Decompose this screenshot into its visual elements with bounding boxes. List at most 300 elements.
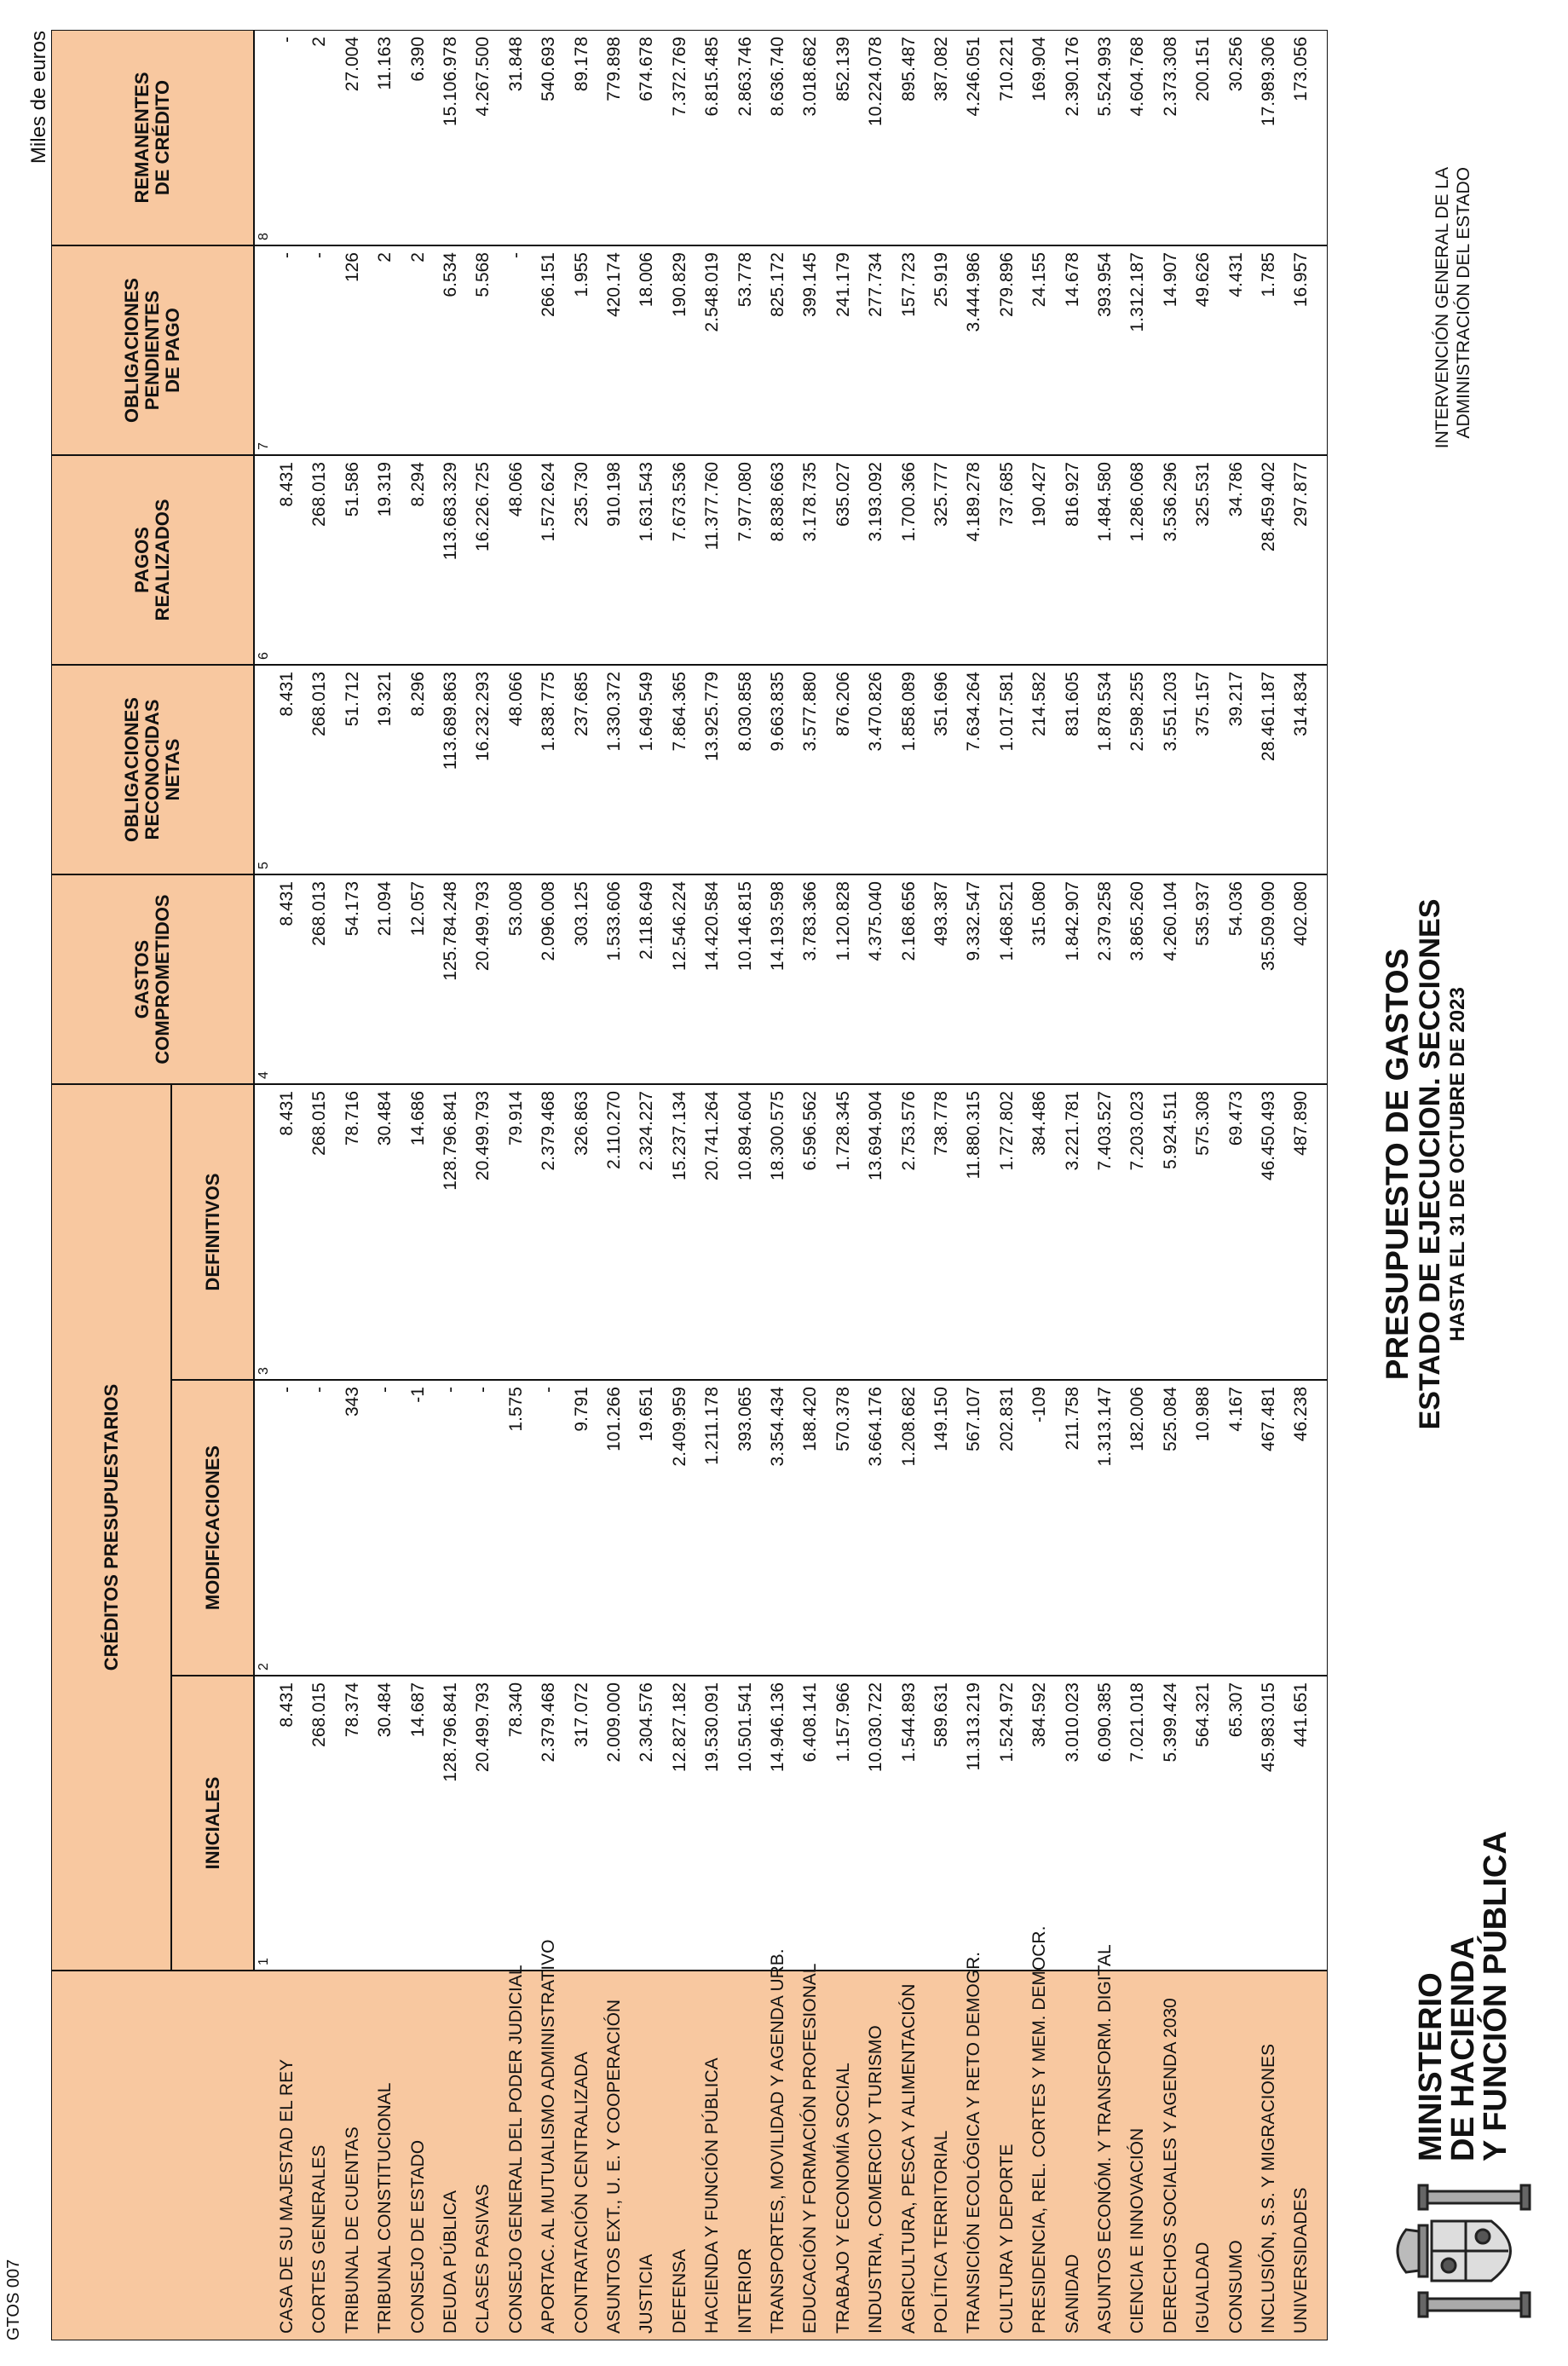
value-cell-col-5: 831.605 bbox=[1062, 672, 1082, 736]
column-number-1: 1 bbox=[257, 1958, 271, 1965]
value-cell-col-5: 7.864.365 bbox=[669, 672, 689, 752]
value-cell-col-8: 30.256 bbox=[1225, 37, 1246, 92]
value-cell-col-2: 525.084 bbox=[1160, 1387, 1180, 1451]
value-cell-col-4: 2.118.649 bbox=[637, 881, 657, 960]
value-cell-col-6: 51.586 bbox=[342, 462, 362, 517]
value-cell-col-6: 297.877 bbox=[1291, 462, 1311, 527]
value-cell-col-5: 39.217 bbox=[1225, 672, 1246, 727]
header-gastos-line-2: COMPROMETIDOS bbox=[152, 894, 173, 1065]
value-cell-col-3: 326.863 bbox=[571, 1091, 591, 1156]
value-cell-col-8: 6.815.485 bbox=[702, 37, 723, 117]
section-name: HACIENDA Y FUNCIÓN PÚBLICA bbox=[702, 2057, 723, 2334]
value-cell-col-3: 384.486 bbox=[1029, 1091, 1050, 1156]
value-cell-col-2: 202.831 bbox=[996, 1387, 1017, 1451]
credits-group-label: CRÉDITOS PRESUPUESTARIOS bbox=[100, 1383, 122, 1671]
header-pagos-line-1: PAGOS bbox=[131, 527, 153, 593]
value-cell-col-4: 1.120.828 bbox=[833, 881, 853, 961]
value-cell-col-5: 214.582 bbox=[1029, 672, 1050, 736]
igae-line-2: ADMINISTRACIÓN DEL ESTADO bbox=[1454, 167, 1473, 439]
column-number-7: 7 bbox=[257, 442, 271, 450]
section-name: CIENCIA E INNOVACIÓN bbox=[1127, 2127, 1148, 2334]
value-cell-col-3: 15.237.134 bbox=[669, 1091, 689, 1181]
value-cell-col-7: 279.896 bbox=[996, 252, 1017, 317]
value-cell-col-4: 21.094 bbox=[375, 881, 395, 937]
value-cell-col-8: 779.898 bbox=[604, 37, 624, 101]
report-code: GTOS 007 bbox=[4, 2259, 23, 2340]
value-cell-col-8: 31.848 bbox=[505, 37, 526, 92]
value-cell-col-5: 876.206 bbox=[833, 672, 853, 736]
value-cell-col-7: 14.678 bbox=[1062, 252, 1082, 308]
value-cell-col-6: 8.294 bbox=[407, 462, 428, 507]
value-cell-col-1: 1.157.966 bbox=[833, 1682, 853, 1763]
value-cell-col-4: 10.146.815 bbox=[735, 881, 755, 972]
value-cell-col-8: 895.487 bbox=[898, 37, 919, 101]
value-cell-col-7: 49.626 bbox=[1193, 252, 1213, 308]
value-cell-col-1: 45.983.015 bbox=[1259, 1682, 1278, 1773]
value-cell-col-7: - bbox=[505, 252, 526, 258]
value-cell-col-4: 402.080 bbox=[1291, 881, 1311, 946]
value-cell-col-2: 1.208.682 bbox=[898, 1387, 919, 1467]
value-cell-col-1: 10.030.722 bbox=[866, 1682, 886, 1773]
value-cell-col-2: - bbox=[309, 1387, 330, 1393]
value-cell-col-2: 188.420 bbox=[800, 1387, 821, 1451]
value-cell-col-4: 14.420.584 bbox=[702, 881, 723, 972]
value-cell-col-2: 393.065 bbox=[735, 1387, 755, 1451]
value-cell-col-8: 2.373.308 bbox=[1160, 37, 1180, 117]
value-cell-col-1: 7.021.018 bbox=[1127, 1682, 1148, 1763]
value-cell-col-8: 6.390 bbox=[407, 37, 428, 82]
value-cell-col-1: 2.304.576 bbox=[637, 1682, 657, 1763]
value-cell-col-3: 6.596.562 bbox=[800, 1091, 821, 1171]
value-cell-col-2: 4.167 bbox=[1225, 1387, 1246, 1432]
header-remanentes-line-2: DE CRÉDITO bbox=[152, 79, 173, 196]
value-cell-col-8: 4.267.500 bbox=[473, 37, 493, 117]
column-number-4: 4 bbox=[257, 1071, 271, 1079]
value-cell-col-3: 487.890 bbox=[1291, 1091, 1311, 1156]
value-cell-col-8: 169.904 bbox=[1029, 37, 1050, 101]
value-cell-col-3: 8.431 bbox=[277, 1091, 297, 1136]
value-cell-col-4: 2.379.258 bbox=[1095, 881, 1115, 961]
value-cell-col-6: 1.484.580 bbox=[1095, 462, 1115, 542]
value-cell-col-6: 325.777 bbox=[931, 462, 951, 527]
value-cell-col-4: 53.008 bbox=[505, 881, 526, 937]
value-cell-col-3: 3.221.781 bbox=[1062, 1091, 1082, 1171]
value-cell-col-4: 35.509.090 bbox=[1259, 881, 1278, 972]
value-cell-col-1: 78.340 bbox=[505, 1682, 526, 1738]
value-cell-col-4: 3.783.366 bbox=[800, 881, 821, 961]
value-cell-col-6: 19.319 bbox=[375, 462, 395, 517]
value-cell-col-7: 24.155 bbox=[1029, 252, 1050, 308]
value-cell-col-6: 635.027 bbox=[833, 462, 853, 527]
value-cell-col-5: 314.834 bbox=[1291, 672, 1311, 736]
section-name: DEFENSA bbox=[669, 2248, 689, 2334]
value-cell-col-3: 13.694.904 bbox=[866, 1091, 886, 1181]
value-cell-col-3: 2.379.468 bbox=[539, 1091, 559, 1171]
value-cell-col-6: 48.066 bbox=[505, 462, 526, 517]
report-title: PRESUPUESTO DE GASTOS bbox=[1380, 948, 1415, 1381]
value-cell-col-1: 441.651 bbox=[1291, 1682, 1311, 1747]
value-cell-col-7: - bbox=[277, 252, 297, 258]
value-cell-col-3: 7.403.527 bbox=[1095, 1091, 1115, 1171]
value-cell-col-1: 128.796.841 bbox=[441, 1682, 460, 1782]
value-cell-col-6: 1.572.624 bbox=[539, 462, 559, 542]
header-pagos bbox=[51, 455, 254, 665]
value-cell-col-7: 420.174 bbox=[604, 252, 624, 317]
value-cell-col-2: 46.238 bbox=[1291, 1387, 1311, 1442]
header-pendientes-line-2: PENDIENTES bbox=[141, 290, 163, 411]
value-cell-col-1: 317.072 bbox=[571, 1682, 591, 1747]
value-cell-col-2: 1.211.178 bbox=[702, 1387, 723, 1465]
value-cell-col-4: 9.332.547 bbox=[964, 881, 984, 961]
value-cell-col-1: 3.010.023 bbox=[1062, 1682, 1082, 1763]
value-cell-col-7: 2.548.019 bbox=[702, 252, 723, 332]
value-cell-col-1: 78.374 bbox=[342, 1682, 362, 1738]
section-name: CONSEJO DE ESTADO bbox=[407, 2139, 428, 2334]
value-cell-col-6: 113.683.329 bbox=[441, 462, 460, 561]
section-name: JUSTICIA bbox=[637, 2253, 657, 2334]
value-cell-col-4: 12.057 bbox=[407, 881, 428, 937]
report-subtitle: ESTADO DE EJECUCION. SECCIONES bbox=[1414, 898, 1446, 1430]
value-cell-col-5: 2.598.255 bbox=[1127, 672, 1148, 752]
value-cell-col-5: 375.157 bbox=[1193, 672, 1213, 736]
section-name: SANIDAD bbox=[1062, 2253, 1082, 2334]
value-cell-col-5: 113.689.863 bbox=[441, 672, 460, 770]
value-cell-col-5: 19.321 bbox=[375, 672, 395, 727]
section-name: CASA DE SU MAJESTAD EL REY bbox=[277, 2058, 297, 2334]
value-cell-col-5: 1.649.549 bbox=[637, 672, 657, 752]
value-cell-col-4: 303.125 bbox=[571, 881, 591, 946]
value-cell-col-1: 12.827.182 bbox=[669, 1682, 689, 1773]
header-remanentes-line-1: REMANENTES bbox=[131, 72, 153, 204]
header-pendientes bbox=[51, 245, 254, 455]
value-cell-col-5: 3.551.203 bbox=[1160, 672, 1180, 752]
value-cell-col-6: 190.427 bbox=[1029, 462, 1050, 527]
section-name: DERECHOS SOCIALES Y AGENDA 2030 bbox=[1160, 1998, 1180, 2334]
header-iniciales-label: INICIALES bbox=[201, 1776, 223, 1870]
value-cell-col-2: 2.409.959 bbox=[669, 1387, 689, 1467]
value-cell-col-4: 20.499.793 bbox=[473, 881, 493, 972]
section-name: CLASES PASIVAS bbox=[473, 2184, 493, 2334]
value-cell-col-8: - bbox=[277, 37, 297, 43]
value-cell-col-4: 12.546.224 bbox=[669, 881, 689, 972]
value-cell-col-6: 3.536.296 bbox=[1160, 462, 1180, 542]
value-cell-col-6: 325.531 bbox=[1193, 462, 1213, 527]
section-name: CONSEJO GENERAL DEL PODER JUDICIAL bbox=[505, 1965, 526, 2334]
value-cell-col-3: 2.753.576 bbox=[898, 1091, 919, 1171]
section-name: INDUSTRIA, COMERCIO Y TURISMO bbox=[866, 2025, 886, 2334]
value-cell-col-7: 825.172 bbox=[768, 252, 787, 317]
value-cell-col-7: 2 bbox=[375, 252, 395, 263]
value-cell-col-1: 11.313.219 bbox=[964, 1682, 984, 1771]
value-cell-col-2: 101.266 bbox=[604, 1387, 624, 1451]
section-name: PRESIDENCIA, REL. CORTES Y MEM. DEMOCR. bbox=[1029, 1925, 1050, 2334]
header-pendientes-line-3: DE PAGO bbox=[162, 308, 183, 393]
value-cell-col-6: 34.786 bbox=[1225, 462, 1246, 517]
value-cell-col-3: 128.796.841 bbox=[441, 1091, 460, 1191]
value-cell-col-3: 10.894.604 bbox=[735, 1091, 755, 1181]
value-cell-col-6: 4.189.278 bbox=[964, 462, 984, 542]
value-cell-col-2: - bbox=[441, 1387, 460, 1393]
value-cell-col-5: 8.431 bbox=[277, 672, 297, 717]
header-obligaciones-line-2: RECONOCIDAS bbox=[141, 699, 163, 840]
value-cell-col-4: 8.431 bbox=[277, 881, 297, 926]
section-name: TRANSPORTES, MOVILIDAD Y AGENDA URB. bbox=[768, 1948, 787, 2334]
value-cell-col-8: 2.390.176 bbox=[1062, 37, 1082, 117]
value-cell-col-3: 1.728.345 bbox=[833, 1091, 853, 1171]
value-cell-col-5: 8.030.858 bbox=[735, 672, 755, 752]
value-cell-col-3: 2.110.270 bbox=[604, 1091, 624, 1169]
value-cell-col-1: 6.090.385 bbox=[1095, 1682, 1115, 1763]
value-cell-col-6: 910.198 bbox=[604, 462, 624, 527]
column-number-6: 6 bbox=[257, 652, 271, 660]
value-cell-col-5: 1.330.372 bbox=[604, 672, 624, 752]
header-remanentes bbox=[51, 30, 254, 245]
value-cell-col-6: 737.685 bbox=[996, 462, 1017, 527]
section-name: CORTES GENERALES bbox=[309, 2144, 330, 2334]
value-cell-col-1: 8.431 bbox=[277, 1682, 297, 1728]
section-name: TRANSICIÓN ECOLÓGICA Y RETO DEMOGR. bbox=[964, 1951, 984, 2334]
igae-line-1: INTERVENCIÓN GENERAL DE LA bbox=[1433, 167, 1452, 449]
value-cell-col-8: 7.372.769 bbox=[669, 37, 689, 117]
execution-table bbox=[51, 30, 1328, 2340]
value-cell-col-4: 4.260.104 bbox=[1160, 881, 1180, 961]
value-cell-col-1: 10.501.541 bbox=[735, 1682, 755, 1773]
value-cell-col-5: 16.232.293 bbox=[473, 672, 493, 762]
value-cell-col-5: 28.461.187 bbox=[1259, 672, 1278, 762]
value-cell-col-2: 3.664.176 bbox=[866, 1387, 886, 1467]
value-cell-col-8: 852.139 bbox=[833, 37, 853, 101]
value-cell-col-8: 2.863.746 bbox=[735, 37, 755, 117]
value-cell-col-3: 268.015 bbox=[309, 1091, 330, 1156]
section-name: ASUNTOS EXT., U. E. Y COOPERACIÓN bbox=[604, 1999, 624, 2334]
value-cell-col-7: - bbox=[309, 252, 330, 258]
value-cell-col-6: 7.673.536 bbox=[669, 462, 689, 542]
column-number-2: 2 bbox=[257, 1663, 271, 1671]
section-name: CONSUMO bbox=[1225, 2240, 1246, 2334]
value-cell-col-5: 9.663.835 bbox=[768, 672, 787, 752]
value-cell-col-6: 16.226.725 bbox=[473, 462, 493, 552]
value-cell-col-4: 2.168.656 bbox=[898, 881, 919, 961]
value-cell-col-7: 6.534 bbox=[441, 252, 460, 297]
header-definitivos-label: DEFINITIVOS bbox=[201, 1173, 223, 1291]
value-cell-col-4: 3.865.260 bbox=[1127, 881, 1148, 961]
value-cell-col-8: 10.224.078 bbox=[866, 37, 886, 127]
value-cell-col-5: 1.017.581 bbox=[996, 672, 1017, 752]
section-name: POLÍTICA TERRITORIAL bbox=[931, 2130, 951, 2334]
value-cell-col-3: 78.716 bbox=[342, 1091, 362, 1146]
section-name: APORTAC. AL MUTUALISMO ADMINISTRATIVO bbox=[539, 1939, 559, 2334]
value-cell-col-3: 738.778 bbox=[931, 1091, 951, 1156]
value-cell-col-2: - bbox=[277, 1387, 297, 1393]
value-cell-col-8: 89.178 bbox=[571, 37, 591, 92]
value-cell-col-7: 399.145 bbox=[800, 252, 821, 317]
value-cell-col-6: 7.977.080 bbox=[735, 462, 755, 542]
value-cell-col-3: 1.727.802 bbox=[996, 1091, 1017, 1171]
value-cell-col-1: 30.484 bbox=[375, 1682, 395, 1738]
value-cell-col-3: 69.473 bbox=[1225, 1091, 1246, 1146]
ministry-line-3: Y FUNCIÓN PÚBLICA bbox=[1478, 1831, 1513, 2161]
value-cell-col-7: 4.431 bbox=[1225, 252, 1246, 297]
value-cell-col-5: 1.838.775 bbox=[539, 672, 559, 752]
ministry-name bbox=[1413, 1831, 1513, 2161]
units-label: Miles de euros bbox=[27, 31, 50, 164]
header-pagos-line-2: REALIZADOS bbox=[152, 499, 173, 621]
value-cell-col-8: 4.246.051 bbox=[964, 37, 984, 117]
value-cell-col-4: 2.096.008 bbox=[539, 881, 559, 961]
section-name: INTERIOR bbox=[735, 2248, 755, 2334]
value-cell-col-7: 1.785 bbox=[1259, 252, 1278, 297]
value-cell-col-2: 1.575 bbox=[505, 1387, 526, 1432]
value-cell-col-2: - bbox=[375, 1387, 395, 1393]
header-iniciales bbox=[171, 1676, 254, 1971]
value-cell-col-4: 4.375.040 bbox=[866, 881, 886, 961]
header-pendientes-line-1: OBLIGACIONES bbox=[121, 278, 142, 423]
section-name: UNIVERSIDADES bbox=[1291, 2187, 1311, 2334]
value-cell-col-2: -1 bbox=[407, 1387, 428, 1403]
section-name: CULTURA Y DEPORTE bbox=[996, 2144, 1017, 2334]
section-name: CONTRATACIÓN CENTRALIZADA bbox=[571, 2051, 591, 2334]
value-cell-col-6: 816.927 bbox=[1062, 462, 1082, 527]
value-cell-col-4: 535.937 bbox=[1193, 881, 1213, 946]
value-cell-col-1: 14.687 bbox=[407, 1682, 428, 1738]
report-date: HASTA EL 31 DE OCTUBRE DE 2023 bbox=[1446, 987, 1469, 1342]
value-cell-col-7: 25.919 bbox=[931, 252, 951, 308]
header-definitivos bbox=[171, 1084, 254, 1380]
value-cell-col-4: 1.842.907 bbox=[1062, 881, 1082, 961]
value-cell-col-8: 200.151 bbox=[1193, 37, 1213, 101]
header-obligaciones-line-1: OBLIGACIONES bbox=[121, 697, 142, 842]
value-cell-col-8: 5.524.993 bbox=[1095, 37, 1115, 117]
value-cell-col-2: 149.150 bbox=[931, 1387, 951, 1451]
value-cell-col-7: 2 bbox=[407, 252, 428, 263]
section-name: AGRICULTURA, PESCA Y ALIMENTACIÓN bbox=[898, 1983, 919, 2334]
value-cell-col-7: 190.829 bbox=[669, 252, 689, 317]
section-name: INCLUSIÓN, S.S. Y MIGRACIONES bbox=[1259, 2044, 1278, 2334]
value-cell-col-2: 182.006 bbox=[1127, 1387, 1148, 1451]
value-cell-col-5: 8.296 bbox=[407, 672, 428, 717]
section-name: TRABAJO Y ECONOMÍA SOCIAL bbox=[833, 2063, 853, 2334]
value-cell-col-3: 20.741.264 bbox=[702, 1091, 723, 1181]
value-cell-col-2: 467.481 bbox=[1259, 1387, 1278, 1451]
value-cell-col-2: 570.378 bbox=[833, 1387, 853, 1451]
ministry-logo-block bbox=[1381, 1831, 1559, 2332]
value-cell-col-1: 19.530.091 bbox=[702, 1682, 723, 1773]
section-name: DEUDA PÚBLICA bbox=[441, 2190, 460, 2334]
value-cell-col-4: 268.013 bbox=[309, 881, 330, 946]
value-cell-col-2: 567.107 bbox=[964, 1387, 984, 1451]
header-obligaciones-line-3: NETAS bbox=[162, 738, 183, 801]
value-cell-col-8: 540.693 bbox=[539, 37, 559, 101]
value-cell-col-2: 343 bbox=[342, 1387, 362, 1417]
value-cell-col-1: 1.544.893 bbox=[898, 1682, 919, 1763]
section-name: EDUCACIÓN Y FORMACIÓN PROFESIONAL bbox=[800, 1963, 821, 2334]
coat-of-arms-icon bbox=[1389, 2170, 1551, 2332]
value-cell-col-6: 268.013 bbox=[309, 462, 330, 527]
value-cell-col-7: 241.179 bbox=[833, 252, 853, 317]
value-cell-col-2: 10.988 bbox=[1193, 1387, 1213, 1442]
value-cell-col-5: 3.577.880 bbox=[800, 672, 821, 752]
value-cell-col-3: 5.924.511 bbox=[1160, 1091, 1180, 1169]
ministry-line-2: DE HACIENDA bbox=[1445, 1936, 1481, 2161]
value-cell-col-6: 28.459.402 bbox=[1259, 462, 1278, 552]
value-cell-col-5: 3.470.826 bbox=[866, 672, 886, 752]
value-cell-col-8: 674.678 bbox=[637, 37, 657, 101]
value-cell-col-3: 11.880.315 bbox=[964, 1091, 984, 1180]
value-cell-col-2: 19.651 bbox=[637, 1387, 657, 1442]
value-cell-col-1: 6.408.141 bbox=[800, 1682, 821, 1763]
value-cell-col-1: 564.321 bbox=[1193, 1682, 1213, 1747]
value-cell-col-1: 65.307 bbox=[1225, 1682, 1246, 1738]
value-cell-col-5: 237.685 bbox=[571, 672, 591, 736]
value-cell-col-8: 710.221 bbox=[996, 37, 1017, 101]
value-cell-col-3: 20.499.793 bbox=[473, 1091, 493, 1181]
value-cell-col-7: 266.151 bbox=[539, 252, 559, 317]
value-cell-col-1: 268.015 bbox=[309, 1682, 330, 1747]
value-cell-col-4: 54.173 bbox=[342, 881, 362, 937]
value-cell-col-2: - bbox=[539, 1387, 559, 1393]
value-cell-col-5: 1.878.534 bbox=[1095, 672, 1115, 752]
value-cell-col-6: 3.178.735 bbox=[800, 462, 821, 542]
value-cell-col-7: 1.312.187 bbox=[1127, 252, 1148, 332]
value-cell-col-1: 384.592 bbox=[1029, 1682, 1050, 1747]
value-cell-col-7: 277.734 bbox=[866, 252, 886, 317]
value-cell-col-1: 2.009.000 bbox=[604, 1682, 624, 1763]
value-cell-col-6: 1.700.366 bbox=[898, 462, 919, 542]
value-cell-col-3: 18.300.575 bbox=[768, 1091, 787, 1181]
value-cell-col-5: 268.013 bbox=[309, 672, 330, 736]
value-cell-col-8: 173.056 bbox=[1291, 37, 1311, 101]
value-cell-col-8: 11.163 bbox=[375, 37, 395, 90]
value-cell-col-5: 351.696 bbox=[931, 672, 951, 736]
value-cell-col-4: 315.080 bbox=[1029, 881, 1050, 946]
value-cell-col-6: 1.631.543 bbox=[637, 462, 657, 542]
value-cell-col-4: 54.036 bbox=[1225, 881, 1246, 937]
value-cell-col-7: 5.568 bbox=[473, 252, 493, 297]
value-cell-col-4: 493.387 bbox=[931, 881, 951, 946]
section-name: ASUNTOS ECONÓM. Y TRANSFORM. DIGITAL bbox=[1095, 1944, 1115, 2334]
ministry-line-1: MINISTERIO bbox=[1413, 1972, 1449, 2161]
value-cell-col-4: 125.784.248 bbox=[441, 881, 460, 981]
value-cell-col-1: 14.946.136 bbox=[768, 1682, 787, 1773]
value-cell-col-2: 3.354.434 bbox=[768, 1387, 787, 1467]
value-cell-col-1: 20.499.793 bbox=[473, 1682, 493, 1773]
value-cell-col-3: 7.203.023 bbox=[1127, 1091, 1148, 1171]
value-cell-col-7: 1.955 bbox=[571, 252, 591, 297]
value-cell-col-2: 211.758 bbox=[1062, 1387, 1082, 1451]
value-cell-col-7: 53.778 bbox=[735, 252, 755, 308]
header-obligaciones bbox=[51, 665, 254, 874]
value-cell-col-3: 30.484 bbox=[375, 1091, 395, 1146]
value-cell-col-4: 1.533.606 bbox=[604, 881, 624, 961]
value-cell-col-6: 8.838.663 bbox=[768, 462, 787, 542]
header-modificaciones bbox=[171, 1380, 254, 1676]
value-cell-col-6: 11.377.760 bbox=[702, 462, 723, 551]
igae-label bbox=[1432, 167, 1474, 644]
value-cell-col-8: 27.004 bbox=[342, 37, 362, 92]
value-cell-col-6: 235.730 bbox=[571, 462, 591, 527]
value-cell-col-8: 8.636.740 bbox=[768, 37, 787, 117]
value-cell-col-1: 2.379.468 bbox=[539, 1682, 559, 1763]
report-titles bbox=[1381, 815, 1471, 1514]
value-cell-col-8: 4.604.768 bbox=[1127, 37, 1148, 117]
section-name: TRIBUNAL DE CUENTAS bbox=[342, 2127, 362, 2334]
column-number-5: 5 bbox=[257, 862, 271, 869]
value-cell-col-6: 3.193.092 bbox=[866, 462, 886, 542]
value-cell-col-7: 14.907 bbox=[1160, 252, 1180, 308]
header-gastos bbox=[51, 874, 254, 1084]
value-cell-col-2: - bbox=[473, 1387, 493, 1393]
value-cell-col-2: 9.791 bbox=[571, 1387, 591, 1432]
